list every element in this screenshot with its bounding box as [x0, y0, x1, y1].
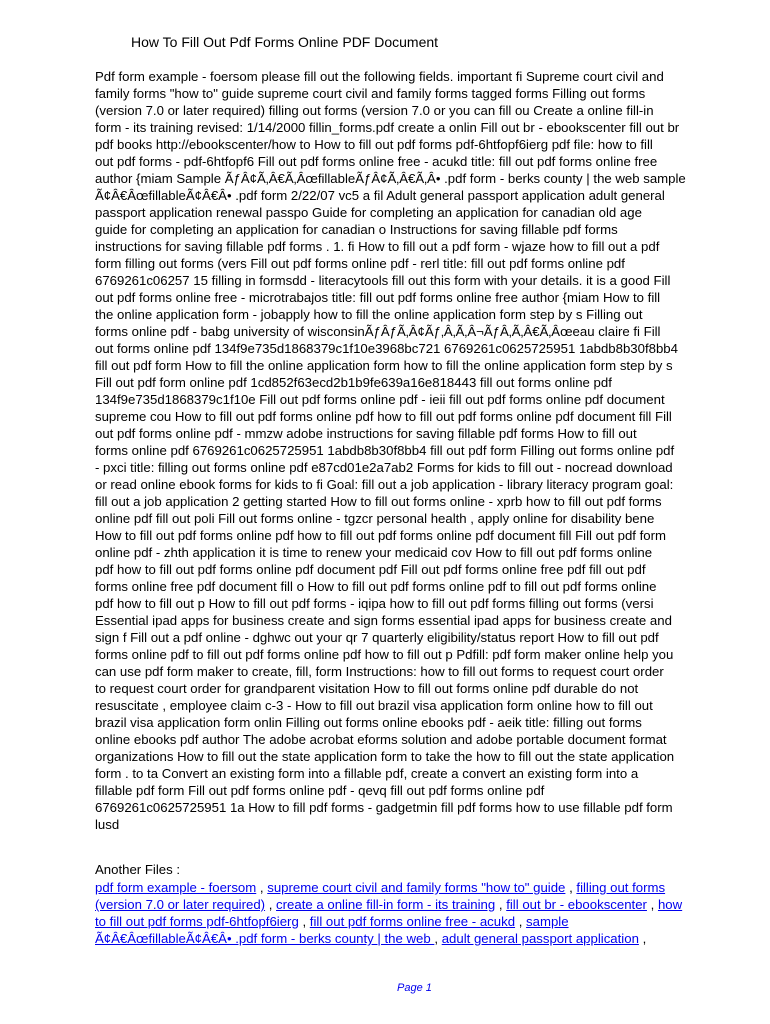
body-text-line: instructions for saving fillable pdf forms . 1. fi How to fill out a pdf form - wjaze how to fill out a pdf — [95, 239, 660, 254]
body-text-line: forms online pdf to fill out pdf forms online pdf how to fill out p Pdfill: pdf form maker online help you — [95, 647, 674, 662]
related-links-line — [95, 879, 737, 896]
body-text-line: out pdf forms - pdf-6htfopf6 Fill out pdf forms online free - acukd title: fill out pdf forms online free — [95, 154, 658, 169]
body-text-line: can use pdf form maker to create, fill, form Instructions: how to fill out forms to request court order — [95, 664, 664, 679]
link-separator: , — [298, 914, 310, 929]
body-text-line: fill out a job application 2 getting started How to fill out forms online - xprb how to fill out pdf forms — [95, 494, 662, 509]
body-text-line: (version 7.0 or later required) filling out forms (version 7.0 or you can fill ou Create a online fill-in — [95, 103, 654, 118]
body-text-line: resuscitate , employee claim c-3 - How to fill out brazil visa application form online how to fill out — [95, 698, 653, 713]
related-links-line — [95, 930, 737, 947]
related-file-link[interactable]: how — [657, 897, 683, 912]
body-text-line: pdf how to fill out pdf forms online pdf document pdf Fill out pdf forms online free pdf fill out pdf — [95, 562, 646, 577]
another-files-links — [95, 879, 737, 947]
body-text-line: out forms online pdf 134f9e735d1868379c1f10e3968bc721 6769261c0625725951 1abdb8b30f8bb4 — [95, 341, 678, 356]
body-text-line: forms online free pdf document fill o How to fill out pdf forms online pdf to fill out pdf forms online — [95, 579, 657, 594]
document-body — [95, 68, 737, 833]
related-file-link[interactable]: to fill out pdf forms pdf-6htfopf6ierg — [95, 914, 299, 929]
body-text-line: sign f Fill out a pdf online - dghwc out your qr 7 quarterly eligibility/status report How to fill out pdf — [95, 630, 659, 645]
body-text-line: forms online pdf - babg university of wisconsinÃƒÂƒÃ‚Â¢Ãƒ‚Â‚Ã‚Â¬ÃƒÂ‚Ã‚Â€Ã‚Âœeau claire fi Fill — [95, 324, 661, 339]
related-file-link[interactable]: filling out forms — [576, 880, 666, 895]
body-text-line: Essential ipad apps for business create and sign forms essential ipad apps for business create and — [95, 613, 672, 628]
body-text-line: pdf how to fill out p How to fill out pdf forms - iqipa how to fill out pdf forms filling out forms (versi — [95, 596, 654, 611]
body-text-line: fillable pdf form Fill out pdf forms online pdf - qevq fill out pdf forms online pdf — [95, 783, 545, 798]
body-text-line: 6769261c0625725951 1a How to fill pdf forms - gadgetmin fill pdf forms how to use fillable pdf form — [95, 800, 673, 815]
another-files-section — [95, 861, 737, 947]
link-separator: , — [515, 914, 527, 929]
page-number: Page 1 — [397, 982, 432, 994]
link-separator: , — [646, 897, 658, 912]
body-text-line: the online application form - jobapply how to fill the online application form step by s Filling out — [95, 307, 643, 322]
link-separator: , — [265, 897, 277, 912]
body-text-line: form - its training revised: 1/14/2000 fillin_forms.pdf create a onlin Fill out br - ebookscenter fill out br — [95, 120, 680, 135]
body-text-line: passport application renewal passpo Guide for completing an application for canadian old age — [95, 205, 642, 220]
body-text-line: family forms "how to" guide supreme court civil and family forms tagged forms Filling out forms — [95, 86, 646, 101]
related-file-link[interactable]: adult general passport application — [441, 931, 639, 946]
body-text-line: lusd — [95, 817, 120, 832]
link-separator: , — [256, 880, 268, 895]
body-text-line: or read online ebook forms for kids to fi Goal: fill out a job application - library literacy program goal: — [95, 477, 674, 492]
related-file-link[interactable]: (version 7.0 or later required) — [95, 897, 266, 912]
body-text-line: brazil visa application form onlin Filling out forms online ebooks pdf - aeik title: filling out forms — [95, 715, 642, 730]
link-separator: , — [638, 931, 647, 946]
related-file-link[interactable]: pdf form example - foersom — [95, 880, 257, 895]
body-text-line: out pdf forms online pdf - mmzw adobe instructions for saving fillable pdf forms How to fill out — [95, 426, 637, 441]
body-text-line: Pdf form example - foersom please fill out the following fields. important fi Supreme court civil and — [95, 69, 664, 84]
body-text-line: Fill out pdf form online pdf 1cd852f63ecd2b1b9fe639a16e818443 fill out forms online pdf — [95, 375, 612, 390]
body-text-line: organizations How to fill out the state application form to take the how to fill out the state application — [95, 749, 675, 764]
body-text-line: Ã¢Â€ÂœfillableÃ¢Â€Â• .pdf form 2/22/07 vc5 a fil Adult general passport application adult general — [95, 188, 665, 203]
body-text-line: 6769261c06257 15 filling in formsdd - literacytools fill out this form with your details. it is a good Fill — [95, 273, 671, 288]
related-file-link[interactable]: supreme court civil and family forms "how to" guide — [267, 880, 566, 895]
related-links-line — [95, 913, 737, 930]
body-text-line: online ebooks pdf author The adobe acrobat eforms solution and adobe portable document format — [95, 732, 667, 747]
body-text-line: supreme cou How to fill out pdf forms online pdf how to fill out pdf forms online pdf document fill Fill — [95, 409, 672, 424]
link-separator: , — [434, 931, 442, 946]
related-file-link[interactable]: sample — [526, 914, 569, 929]
link-separator: , — [495, 897, 507, 912]
body-text-line: to request court order for grandparent visitation How to fill out forms online pdf durable do not — [95, 681, 639, 696]
document-title: How To Fill Out Pdf Forms Online PDF Document — [131, 34, 439, 50]
related-file-link[interactable]: Ã¢Â€ÂœfillableÃ¢Â€Â• .pdf form - berks county | the web — [95, 931, 435, 946]
body-text-line: out pdf forms online free - microtrabajos title: fill out pdf forms online free author {miam How to fill — [95, 290, 661, 305]
body-text-line: online pdf - zhth application it is time to renew your medicaid cov How to fill out pdf forms online — [95, 545, 653, 560]
body-text-line: fill out pdf form How to fill the online application form how to fill the online application form step by s — [95, 358, 673, 373]
related-links-line — [95, 896, 737, 913]
link-separator: , — [565, 880, 577, 895]
body-text-line: author {miam Sample ÃƒÂ¢Ã‚Â€Ã‚ÂœfillableÃƒÂ¢Ã‚Â€Ã‚Â• .pdf form - berks county | the web sample — [95, 171, 686, 186]
body-text-line: 134f9e735d1868379c1f10e Fill out pdf forms online pdf - ieii fill out pdf forms online pdf document — [95, 392, 665, 407]
body-text-line: pdf books http://ebookscenter/how to How to fill out pdf forms pdf-6htfopf6ierg pdf file: how to fill — [95, 137, 653, 152]
body-text-line: online pdf fill out poli Fill out forms online - tgzcr personal health , apply online for disability bene — [95, 511, 655, 526]
related-file-link[interactable]: fill out br - ebookscenter — [506, 897, 647, 912]
body-text-line: - pxci title: filling out forms online pdf e87cd01e2a7ab2 Forms for kids to fill out - nocread download — [95, 460, 673, 475]
another-files-heading: Another Files : — [95, 862, 181, 877]
body-text-line: form . to ta Convert an existing form into a fillable pdf, create a convert an existing form into a — [95, 766, 639, 781]
related-file-link[interactable]: create a online fill-in form - its training — [276, 897, 496, 912]
body-text-line: form filling out forms (vers Fill out pdf forms online pdf - rerl title: fill out pdf forms online pdf — [95, 256, 625, 271]
body-text-line: guide for completing an application for canadian o Instructions for saving fillable pdf forms — [95, 222, 618, 237]
body-text-line: How to fill out pdf forms online pdf how to fill out pdf forms online pdf document fill Fill out pdf form — [95, 528, 666, 543]
body-text-line: forms online pdf 6769261c0625725951 1abdb8b30f8bb4 fill out pdf form Filling out forms online pdf — [95, 443, 675, 458]
related-file-link[interactable]: fill out pdf forms online free - acukd — [309, 914, 516, 929]
